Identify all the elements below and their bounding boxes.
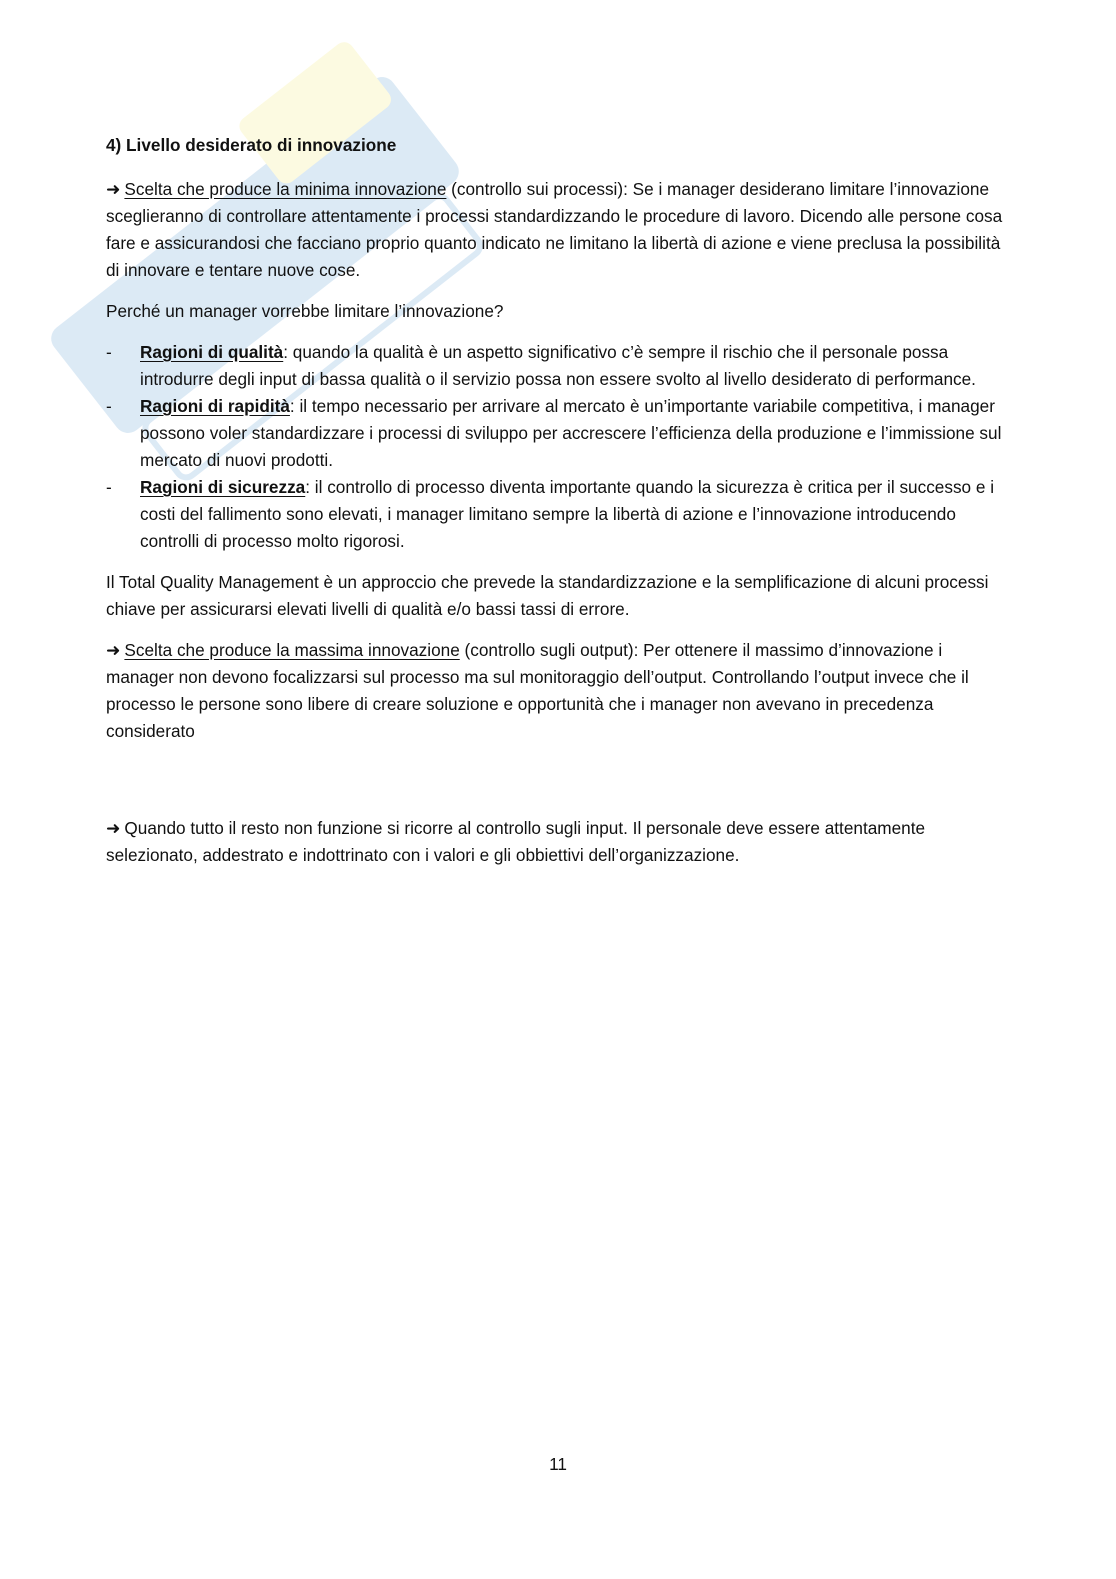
min-innovation-paragraph [106,176,1006,284]
input-control-text: Quando tutto il resto non funzione si ricorre al controllo sugli input. Il personale deve essere attentamente selezionato, addestrato e indottrinato con i valori e gli obbiettivi dell’organizzazione. [106,818,926,865]
dash-bullet: - [106,396,112,416]
max-innovation-paragraph [106,637,1006,745]
spacer [106,759,1006,815]
input-control-paragraph [106,815,1006,869]
max-innovation-title: Scelta che produce la massima innovazione [124,640,460,660]
list-item [106,474,1006,555]
question-paragraph: Perché un manager vorrebbe limitare l’innovazione? [106,301,504,321]
list-item [106,393,1006,474]
arrow-icon: ➜ [106,818,121,838]
reason-label: Ragioni di rapidità [140,396,290,416]
reason-label: Ragioni di qualità [140,342,284,362]
arrow-icon: ➜ [106,179,121,199]
reason-text: : il tempo necessario per arrivare al mercato è un’importante variabile competitiva, i manager possono voler standardizzare i processi di sviluppo per accrescere l’efficienza della produzione e l’immissione sul mercato di nuovi prodotti. [140,396,1002,470]
document-body [106,132,1006,883]
page-number: 11 [549,1454,567,1474]
dash-bullet: - [106,477,112,497]
tqm-paragraph: Il Total Quality Management è un approccio che prevede la standardizzazione e la semplificazione di alcuni processi chiave per assicurarsi elevati livelli di qualità e/o bassi tassi di errore. [106,572,989,619]
dash-bullet: - [106,342,112,362]
arrow-icon: ➜ [106,640,121,660]
max-innovation-text: (controllo sugli output): Per ottenere il massimo d’innovazione i manager non devono focalizzarsi sul processo ma sul monitoraggio dell’output. Controllando l’output invece che il processo le persone sono libere di creare soluzione e opportunità che i manager non avevano in precedenza considerato [106,640,969,741]
reason-label: Ragioni di sicurezza [140,477,306,497]
reason-text: : quando la qualità è un aspetto significativo c’è sempre il rischio che il personale possa introdurre degli input di bassa qualità o il servizio possa non essere svolto al livello desiderato di performance. [140,342,976,389]
min-innovation-title: Scelta che produce la minima innovazione [124,179,447,199]
min-innovation-text: (controllo sui processi): Se i manager desiderano limitare l’innovazione sceglieranno di controllare attentamente i processi standardizzando le procedure di lavoro. Dicendo alle persone cosa fare e assicurandosi che facciano proprio quanto indicato ne limitano la libertà di azione e viene preclusa la possibilità di innovare e tentare nuove cose. [106,179,1003,280]
section-heading: 4) Livello desiderato di innovazione [106,135,397,155]
reasons-list [106,339,1006,555]
reason-text: : il controllo di processo diventa importante quando la sicurezza è critica per il successo e i costi del fallimento sono elevati, i manager limitano sempre la libertà di azione e l’innovazione introducendo controlli di processo molto rigorosi. [140,477,995,551]
list-item [106,339,1006,393]
